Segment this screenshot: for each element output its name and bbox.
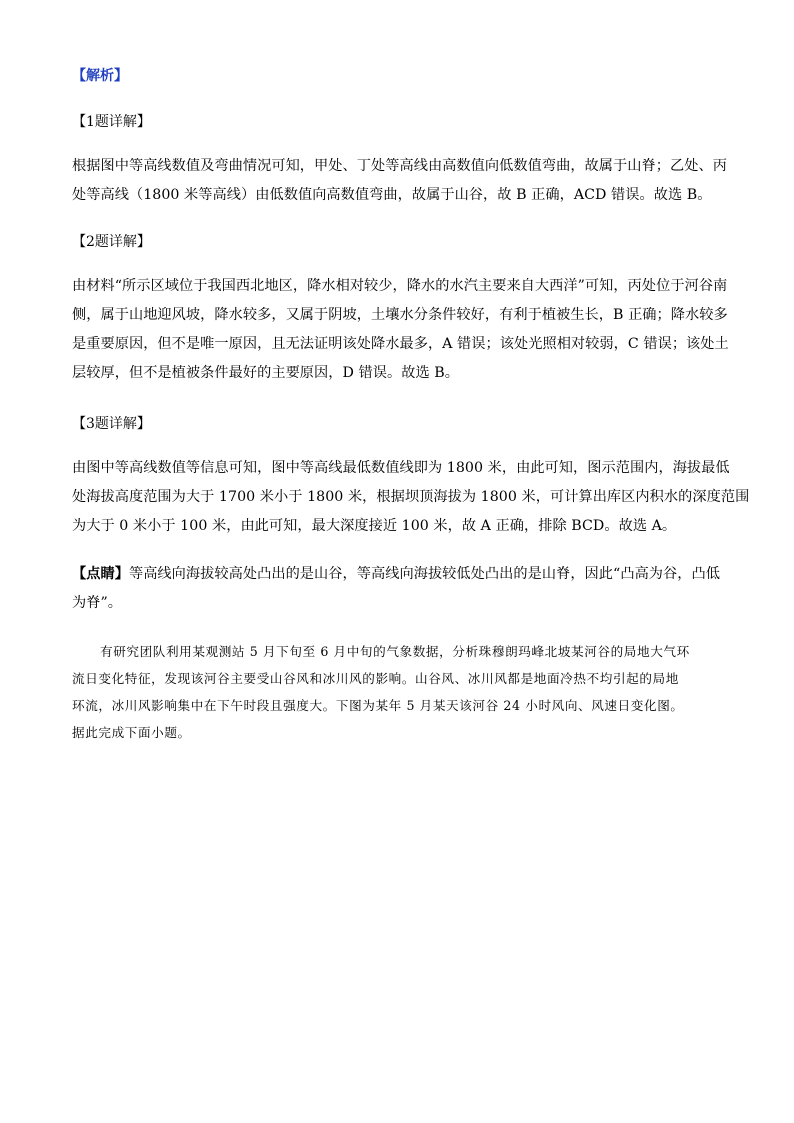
q2-heading [72,232,151,252]
q1-line: 处等高线（1800 米等高线）由低数值向高数值弯曲，故属于山谷，故 B 正确，ACD 错误。故选 B。 [72,187,712,203]
q3-line: 由图中等高线数值等信息可知，图中等高线最低数值线即为 1800 米，由此可知，图示范围内，海拔最低 [72,460,730,476]
q3-line: 处海拔高度范围为大于 1700 米小于 1800 米，根据坝顶海拔为 1800 米，可计算出库区内积水的深度范围 [72,489,750,505]
material-line: 有研究团队利用某观测站 5 月下旬至 6 月中旬的气象数据，分析珠穆朗玛峰北坡某河谷的局地大气环 [100,644,690,659]
q2-line: 侧，属于山地迎风坡，降水较多，又属于阴坡，土壤水分条件较好，有利于植被生长，B 正确；降水较多 [72,307,728,323]
tip-line-2: 为脊”。 [72,595,123,611]
analysis-heading [72,66,128,86]
analysis-heading-text: 【解析】 [72,68,128,84]
tip-line-1 [72,560,718,589]
tip-text: 等高线向海拔较高处凸出的是山谷，等高线向海拔较低处凸出的是山脊，因此“凸高为谷，凸低 [128,566,720,582]
q3-paragraph [72,454,750,541]
material-paragraph [72,638,722,746]
q2-line: 层较厚，但不是植被条件最好的主要原因，D 错误。故选 B。 [72,365,459,381]
q2-line: 由材料“所示区域位于我国西北地区，降水相对较少，降水的水汽主要来自大西洋”可知，丙处位于河谷南 [72,278,728,294]
q2-line: 是重要原因，但不是唯一原因，且无法证明该处降水最多，A 错误；该处光照相对较弱，C 错误；该处土 [72,336,729,352]
material-line: 流日变化特征，发现该河谷主要受山谷风和冰川风的影响。山谷风、冰川风都是地面冷热不均引起的局地 [72,671,679,686]
q3-line: 为大于 0 米小于 100 米，由此可知，最大深度接近 100 米，故 A 正确，排除 BCD。故选 A。 [72,518,677,534]
q2-paragraph [72,272,729,388]
q2-heading-text: 【2题详解】 [72,234,151,250]
tip-label: 【点睛】 [72,566,129,582]
tip-paragraph [72,560,718,618]
material-line: 据此完成下面小题。 [72,725,191,740]
material-line: 环流，冰川风影响集中在下午时段且强度大。下图为某年 5 月某天该河谷 24 小时风向、风速日变化图。 [72,698,684,713]
q1-paragraph [72,152,727,210]
q1-heading [72,112,151,132]
q3-heading [72,414,151,434]
q3-heading-text: 【3题详解】 [72,416,151,432]
q1-line: 根据图中等高线数值及弯曲情况可知，甲处、丁处等高线由高数值向低数值弯曲，故属于山脊；乙处、丙 [72,158,727,174]
q1-heading-text: 【1题详解】 [72,114,151,130]
